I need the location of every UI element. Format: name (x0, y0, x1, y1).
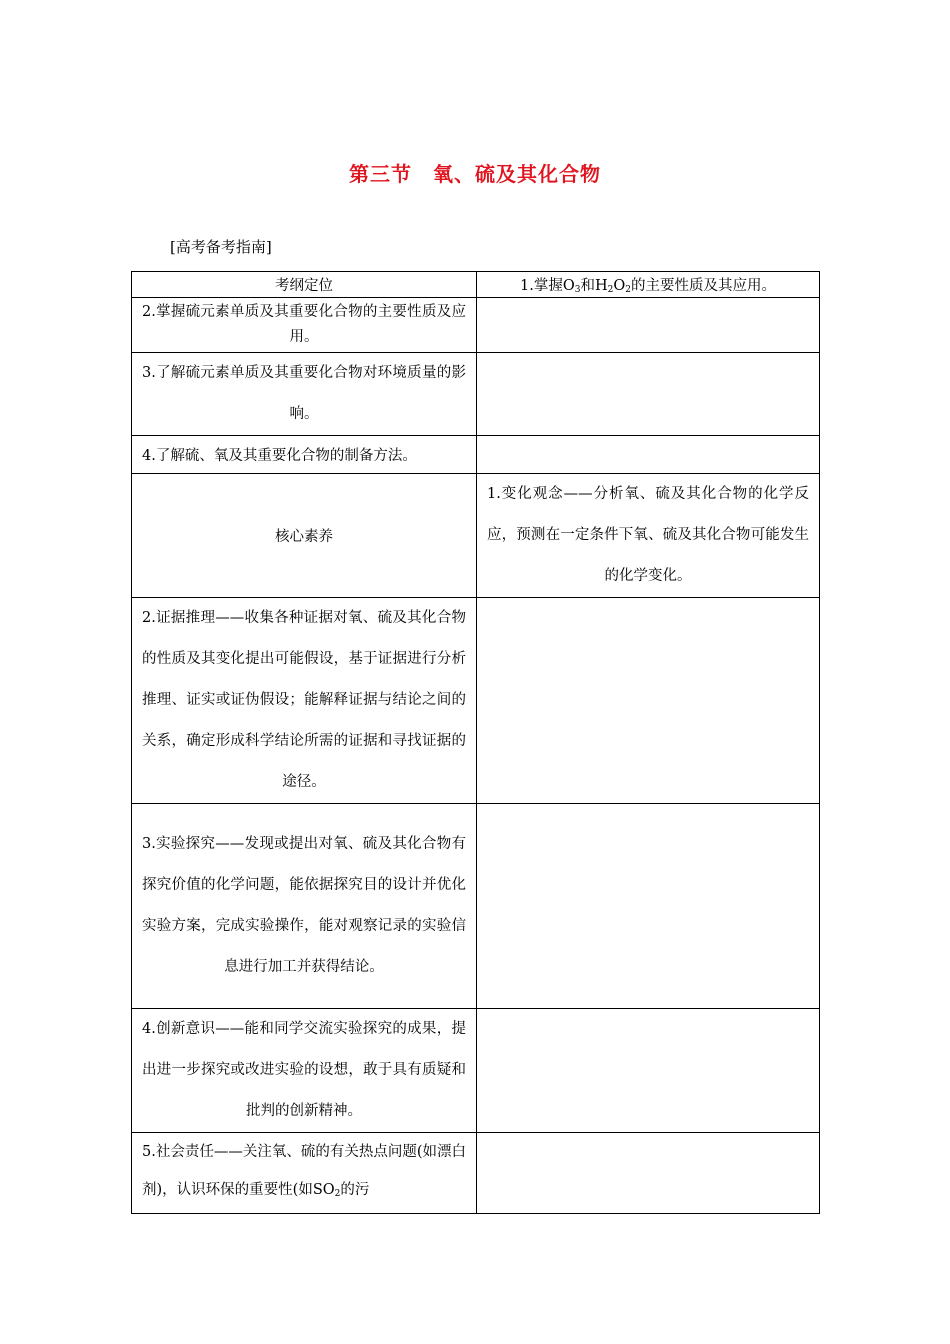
table-row (132, 353, 820, 436)
header-left-cell (132, 272, 477, 298)
objective-2-cell: 2.掌握硫元素单质及其重要化合物的主要性质及应用。 (132, 298, 477, 353)
table-row (132, 598, 820, 804)
objective-1-text: 1.掌握$O_3$和$H_2O_2$的主要性质及其应用。 (520, 278, 776, 295)
empty-cell (477, 1133, 820, 1214)
core-literacy-4-cell: 4.创新意识——能和同学交流实验探究的成果，提出进一步探究或改进实验的设想，敢于具有质疑和批判的创新精神。 (132, 1009, 477, 1133)
objective-3-cell: 3.了解硫元素单质及其重要化合物对环境质量的影响。 (132, 353, 477, 436)
empty-cell (477, 436, 820, 474)
table-row (132, 1009, 820, 1133)
core-literacy-3-cell: 3.实验探究——发现或提出对氧、硫及其化合物有探究价值的化学问题，能依据探究目的设计并优化实验方案，完成实验操作，能对观察记录的实验信息进行加工并获得结论。 (132, 804, 477, 1009)
core-literacy-5-cell: 5.社会责任——关注氧、硫的有关热点问题(如漂白剂)，认识环保的重要性(如$SO_2$的污 (132, 1133, 477, 1214)
guide-label: [高考备考指南] (170, 238, 272, 256)
table-row (132, 1133, 820, 1214)
objective-4-cell: 4.了解硫、氧及其重要化合物的制备方法。 (132, 436, 477, 474)
table-row (132, 436, 820, 474)
header-right-cell (477, 272, 820, 298)
core-literacy-1-cell: 1.变化观念——分析氧、硫及其化合物的化学反应，预测在一定条件下氧、硫及其化合物可能发生的化学变化。 (477, 474, 820, 598)
empty-cell (477, 598, 820, 804)
syllabus-position-label: 考纲定位 (275, 278, 333, 294)
table-row (132, 804, 820, 1009)
syllabus-table (131, 271, 820, 1214)
core-literacy-label: 核心素养 (132, 474, 477, 598)
core-literacy-2-cell: 2.证据推理——收集各种证据对氧、硫及其化合物的性质及其变化提出可能假设，基于证据进行分析推理、证实或证伪假设；能解释证据与结论之间的关系，确定形成科学结论所需的证据和寻找证据的途径。 (132, 598, 477, 804)
empty-cell (477, 298, 820, 353)
section-title: 第三节 氧、硫及其化合物 (349, 162, 601, 186)
empty-cell (477, 804, 820, 1009)
table-row (132, 474, 820, 598)
table-row (132, 272, 820, 298)
table-row (132, 298, 820, 353)
empty-cell (477, 1009, 820, 1133)
empty-cell (477, 353, 820, 436)
